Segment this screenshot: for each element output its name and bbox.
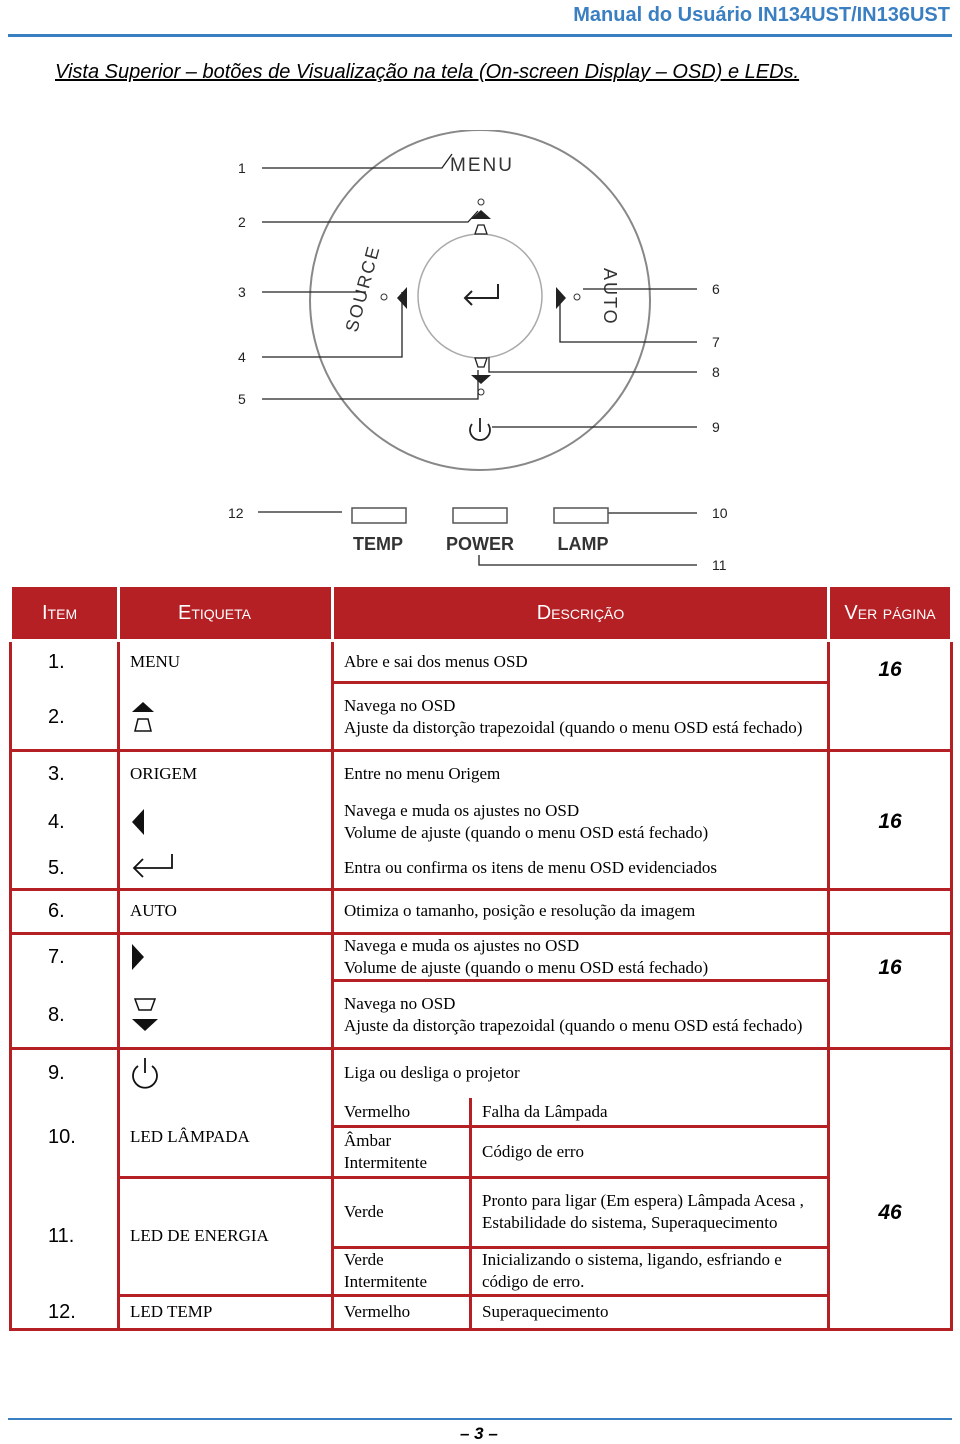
table-row: 8. Navega no OSD Ajuste da distorção trapezoidal (quando o menu OSD está fechado) [11,981,952,1049]
power-led-label: POWER [445,534,515,554]
svg-text:6: 6 [712,281,720,297]
left-arrow-icon [130,808,146,836]
svg-text:7: 7 [712,334,720,350]
power-icon [130,1056,160,1090]
power-led [453,508,507,523]
table-row: 10. LED LÂMPADA Vermelho Falha da Lâmpada 46 [11,1097,952,1127]
header-page: Ver página [829,586,952,641]
lamp-led [554,508,608,523]
table-row: 4. Navega e muda os ajustes no OSD Volume de ajuste (quando o menu OSD está fechado) 16 [11,797,952,847]
table-row: 5. Entra ou confirma os itens de menu OSD evidenciados [11,847,952,889]
svg-text:3: 3 [238,284,246,300]
svg-text:4: 4 [238,349,246,365]
svg-text:10: 10 [712,505,728,521]
table-row: 11. LED DE ENERGIA Verde Pronto para ligar (Em espera) Lâmpada Acesa , Estabilidade do sistema, Superaquecimento [11,1177,952,1247]
table-row: 9. Liga ou desliga o projetor [11,1049,952,1097]
page-subtitle: Vista Superior – botões de Visualização na tela (On-screen Display – OSD) e LEDs. [55,61,800,83]
auto-keypad-label: AUTO [600,268,620,326]
header-item: Item [11,586,119,641]
table-row: 6. AUTO Otimiza o tamanho, posição e resolução da imagem [11,889,952,933]
header-rule [8,34,952,37]
svg-text:1: 1 [238,160,246,176]
keypad-center-ring [418,234,542,358]
page-number: – 3 – [460,1424,498,1443]
svg-text:12: 12 [228,505,244,521]
keystone-down-icon [130,997,160,1033]
source-keypad-label: SOURCE [341,242,384,335]
temp-led-label: TEMP [352,534,404,554]
header-description: Descrição [333,586,829,641]
table-row: 3. ORIGEM Entre no menu Origem [11,751,952,797]
spec-table [9,584,953,1331]
keystone-up-icon [130,700,156,734]
table-row: 12. LED TEMP Vermelho Superaquecimento [11,1295,952,1329]
svg-text:2: 2 [238,214,246,230]
header-label: Etiqueta [119,586,333,641]
table-header [11,586,952,641]
right-arrow-icon [130,943,146,971]
header-title: Manual do Usuário IN134UST/IN136UST [573,4,950,26]
temp-led [352,508,406,523]
lamp-led-label: LAMP [557,534,609,554]
footer-rule [8,1418,952,1420]
svg-text:5: 5 [238,391,246,407]
table-row: 7. Navega e muda os ajustes no OSD Volume de ajuste (quando o menu OSD está fechado) 16 [11,933,952,980]
enter-icon [130,852,176,884]
table-row: 2. Navega no OSD Ajuste da distorção trapezoidal (quando o menu OSD está fechado) [11,683,952,751]
keypad-diagram [0,130,960,580]
table-row: Âmbar Intermitente Código de erro [11,1127,952,1177]
table-row: 1. MENU Abre e sai dos menus OSD 16 [11,641,952,683]
table-row: Verde Intermitente Inicializando o sistema, ligando, esfriando e código de erro. [11,1247,952,1295]
svg-text:9: 9 [712,419,720,435]
menu-keypad-label: MENU [450,155,514,176]
svg-text:11: 11 [712,557,727,573]
svg-text:8: 8 [712,364,720,380]
